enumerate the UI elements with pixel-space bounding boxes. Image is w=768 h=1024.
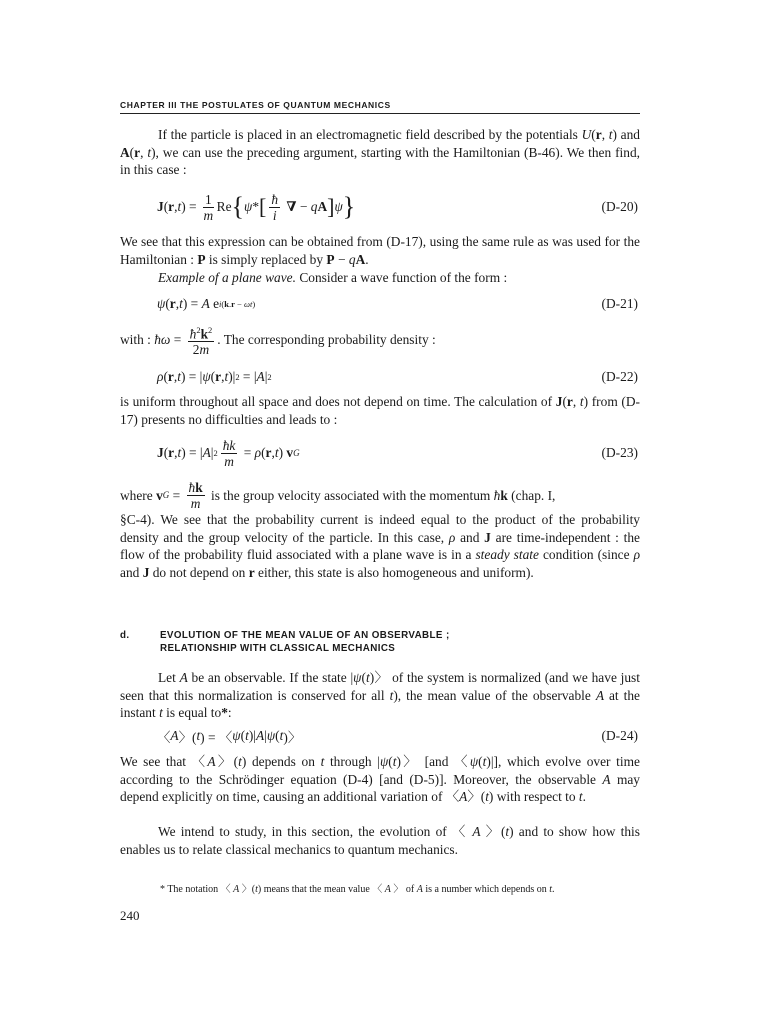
paragraph-uniform-density: is uniform throughout all space and does not depend on time. The calculation of J(r, t) from (D-17) presents no difficulties and leads to :	[120, 394, 640, 427]
section-heading	[120, 629, 640, 655]
dispersion-relation-line: with : ħω = $\frac{ħ^2k^2}{2m}$ . The corresponding probability density :	[120, 325, 436, 358]
footnote: * The notation 〈 A 〉(t) means that the mean value 〈 A 〉 of A is a number which depends on t.	[160, 884, 555, 895]
example-plane-wave: Example of a plane wave. Consider a wave function of the form :	[158, 270, 508, 285]
equation-d22	[120, 366, 640, 388]
equation-d20-formula: J ( r , t ) = $\frac{1}{m}$ Re { ψ * [ $\frac{ħ}{i}$ ∇ − q A ] ψ }	[157, 191, 356, 223]
equation-d23	[120, 437, 640, 469]
equation-d20	[120, 185, 640, 229]
page-number: 240	[120, 908, 140, 923]
section-number: d.	[120, 630, 130, 641]
equation-number: (D-22)	[601, 369, 638, 384]
paragraph-steady-state: §C-4). We see that the probability current is indeed equal to the product of the probability density and the group velocity of the particle. In this case, ρ and J are time-independent : the flow of the probability fluid associated with a plane wave is in a steady state condition (since ρ and J do not depend on r either, this state is also homogeneous and uniform).	[120, 512, 640, 580]
paragraph-intro: If the particle is placed in an electromagnetic field described by the potentials U(r, t) and A(r, t), we can use the preceding argument, starting with the Hamiltonian (B-46). We then find, in this case :	[120, 127, 640, 178]
equation-d24-formula: 〈 A 〉( t ) = 〈 ψ ( t )| A | ψ ( t )〉	[157, 728, 302, 745]
paragraph-hamiltonian-rule: We see that this expression can be obtained from (D-17), using the same rule as was used for the Hamiltonian : P is simply replaced by P − qA.	[120, 234, 640, 267]
section-title-line-1: EVOLUTION OF THE MEAN VALUE OF AN OBSERVABLE ;	[160, 630, 450, 641]
running-head: CHAPTER III THE POSTULATES OF QUANTUM MECHANICS	[120, 100, 640, 114]
paragraph-section-aim: We intend to study, in this section, the evolution of 〈 A 〉(t) and to show how this enables us to relate classical mechanics to quantum mechanics.	[120, 824, 640, 857]
equation-d21-formula: ψ ( r , t ) = A e i(k.r − ωt)	[157, 296, 256, 311]
paragraph-time-dependence: We see that 〈A〉(t) depends on t through |ψ(t)〉 [and 〈ψ(t)|], which evolve over time according to the Schrödinger equation (D-4) [and (D-5)]. Moreover, the observable A may depend explicitly on time, causing an additional variation of 〈A〉(t) with respect to t.	[120, 754, 640, 805]
paragraph-mean-value-definition: Let A be an observable. If the state |ψ(t)〉 of the system is normalized (and we have just seen that this normalization is conserved for all t), the mean value of the observable A at the instant t is equal to*:	[120, 670, 640, 721]
section-title-line-2: RELATIONSHIP WITH CLASSICAL MECHANICS	[160, 643, 396, 654]
equation-number: (D-21)	[601, 296, 638, 311]
equation-d24	[120, 726, 640, 746]
group-velocity-line: where v G = $\frac{ħk}{m}$ is the group velocity associated with the momentum ħ k (chap. I,	[120, 480, 556, 511]
footnote-marker: *	[160, 884, 165, 895]
equation-number: (D-24)	[601, 728, 638, 743]
equation-d22-formula: ρ ( r , t ) = | ψ ( r , t )| 2 = | A | 2	[157, 369, 272, 384]
equation-d23-formula: J ( r , t ) = | A | 2 $\frac{ħk}{m}$ = ρ ( r , t ) v G	[157, 437, 300, 469]
equation-number: (D-20)	[601, 199, 638, 214]
equation-number: (D-23)	[601, 445, 638, 460]
equation-d21	[120, 294, 640, 314]
